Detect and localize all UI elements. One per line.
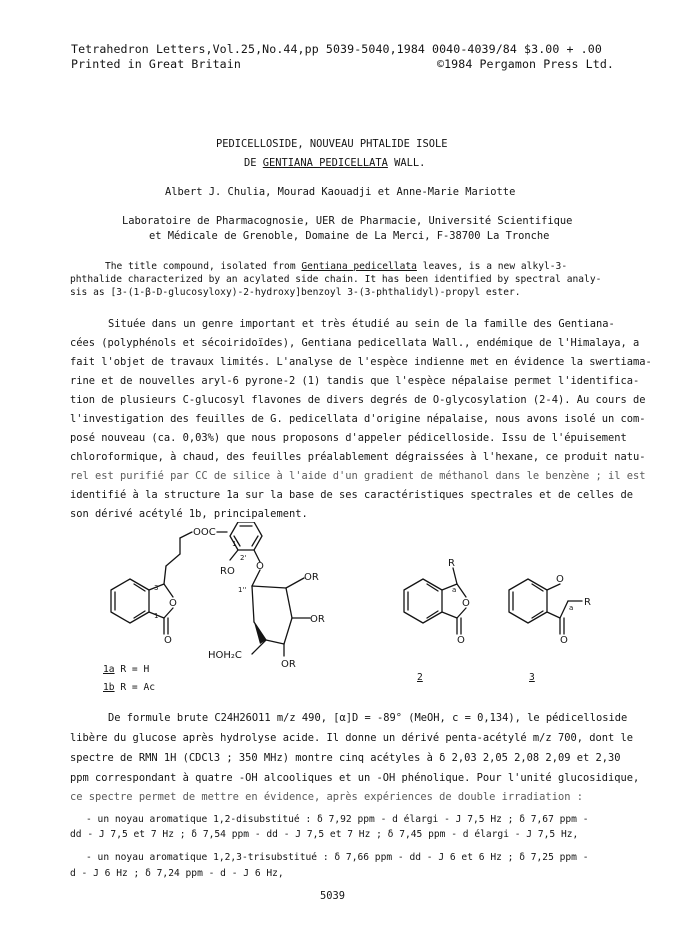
locant-1: 1 [154,612,159,620]
locant-1-prime: 1' [232,540,239,548]
body-line: Située dans un genre important et très étudié au sein de la famille des Gentiana- [108,318,615,330]
r-label: R [448,558,455,569]
r-label: R [584,597,591,608]
chemical-structures-figure [70,522,630,690]
body-line: l'investigation des feuilles de G. pedicellata d'origine népalaise, nous avons isolé un com- [70,413,646,425]
abstract-line-3: sis as [3-(1-β-D-glucosyloxy)-2-hydroxy]benzoyl 3-(3-phthalidyl)-propyl ester. [70,287,521,298]
oxygen-label: O [164,635,172,646]
oxygen-label: O [560,635,568,646]
oxygen-label: O [556,574,564,585]
oxygen-label: O [462,598,470,609]
nmr-line: - un noyau aromatique 1,2,3-trisubstitué : δ 7,66 ppm - dd - J 6 et 6 Hz ; δ 7,25 ppm - [86,852,589,863]
body-line: tion de plusieurs C-glucosyl flavones de divers degrés de O-glycosylation (2-4). Au cours de [70,394,646,406]
body-line: son dérivé acétylé 1b, principalement. [70,508,308,520]
or-label: OR [281,659,296,670]
journal-citation: Tetrahedron Letters,Vol.25,No.44,pp 5039-5040,1984 [71,42,426,56]
nmr-line: d - J 6 Hz ; δ 7,24 ppm - d - J 6 Hz, [70,868,284,879]
affiliation-line-1: Laboratoire de Pharmacognosie, UER de Pharmacie, Université Scientifique [122,215,573,227]
locant-a: a [569,604,574,612]
body-line: rine et de nouvelles aryl-6 pyrone-2 (1) tandis que l'espèce népalaise permet l'identifica- [70,375,640,387]
printed-in: Printed in Great Britain [71,57,241,71]
body-line: fait l'objet de travaux limités. L'analyse de l'espèce indienne met en évidence la swertiama- [70,356,652,368]
caption-3: 3 [529,672,535,683]
price-code: 0040-4039/84 $3.00 + .00 [432,42,602,56]
or-label: OR [310,614,325,625]
locant-3: 3 [154,584,159,592]
paper-title-line-2: DE GENTIANA PEDICELLATA WALL. [244,157,426,169]
oxygen-label: O [256,561,264,572]
caption-2: 2 [417,672,423,683]
body-line: chloroformique, à chaud, des feuilles préalablement dégraissées à l'hexane, ce produit natu- [70,451,646,463]
or-label: OR [304,572,319,583]
body-line: posé nouveau (ca. 0,03%) que nous proposons d'appeler pédicelloside. Issu de l'épuisement [70,432,627,444]
body-line: libère du glucose après hydrolyse acide. Il donne un dérivé penta-acétylé m/z 700, dont le [70,732,634,744]
abstract-line-1: The title compound, isolated from Gentiana pedicellata leaves, is a new alkyl-3- [105,261,568,272]
oxygen-label: O [457,635,465,646]
body-line: spectre de RMN 1H (CDCl3 ; 350 MHz) montre cinq acétyles à δ 2,03 2,05 2,08 2,09 et 2,30 [70,752,621,764]
page-number: 5039 [320,890,346,902]
affiliation-line-2: et Médicale de Grenoble, Domaine de La Merci, F-38700 La Tronche [149,230,550,242]
hoh2c-label: HOH₂C [208,650,242,661]
body-line: ce spectre permet de mettre en évidence, après expériences de double irradiation : [70,791,583,803]
paper-title-line-1: PEDICELLOSIDE, NOUVEAU PHTALIDE ISOLE [216,138,448,150]
wedge-bond [254,622,266,644]
caption-1b: 1b R = Ac [103,682,155,693]
ester-label: OOC [193,527,216,538]
nmr-line: - un noyau aromatique 1,2-disubstitué : δ 7,92 ppm - d élargi - J 7,5 Hz ; δ 7,67 ppm - [86,814,589,825]
locant-2-prime: 2' [240,554,247,562]
nmr-line: dd - J 7,5 et 7 Hz ; δ 7,54 ppm - dd - J 7,5 et 7 Hz ; δ 7,45 ppm - d élargi - J 7,5 Hz, [70,829,579,840]
body-line: cées (polyphénols et sécoiridoïdes), Gentiana pedicellata Wall., endémique de l'Himalaya, a [70,337,640,349]
locant-1-double-prime: 1'' [238,586,247,594]
body-line: De formule brute C24H26O11 m/z 490, [α]D = -89° (MeOH, c = 0,134), le pédicelloside [108,712,628,724]
caption-1a: 1a R = H [103,664,150,675]
ro-label: RO [220,566,235,577]
body-line: identifié à la structure 1a sur la base de ses caractéristiques spectrales et de celles de [70,489,634,501]
abstract-line-2: phthalide characterized by an acylated side chain. It has been identified by spectral analy- [70,274,602,285]
species-name: GENTIANA PEDICELLATA [262,157,388,169]
oxygen-label: O [169,598,177,609]
body-line: rel est purifié par CC de silice à l'aide d'un gradient de méthanol dans le benzène ; il est [70,470,646,482]
locant-a: a [452,586,457,594]
copyright: ©1984 Pergamon Press Ltd. [437,57,615,71]
body-line: ppm correspondant à quatre -OH alcooliques et un -OH phénolique. Pour l'unité glucosidique, [70,772,640,784]
authors: Albert J. Chulia, Mourad Kaouadji et Anne-Marie Mariotte [165,186,516,198]
